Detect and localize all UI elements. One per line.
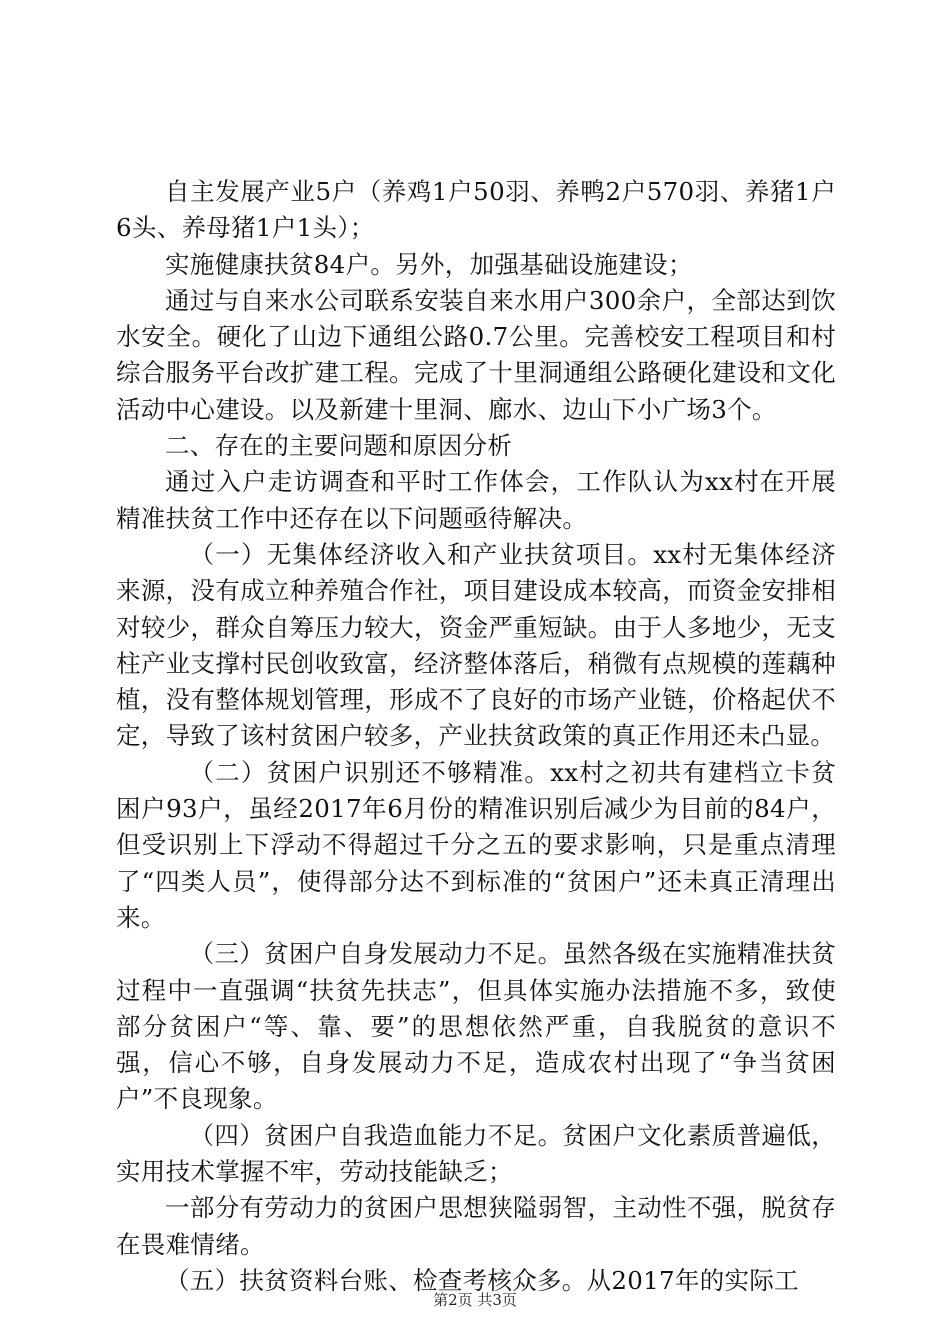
paragraph-problem-4: （四）贫困户自我造血能力不足。贫困户文化素质普遍低，实用技术掌握不牢，劳动技能缺乏； (116, 1120, 836, 1187)
paragraph-labor-mindset: 一部分有劳动力的贫困户思想狭隘弱智，主动性不强，脱贫存在畏难情绪。 (116, 1193, 836, 1259)
paragraph-problem-5: （五）扶贫资料台账、检查考核众多。从2017年的实际工 (165, 1265, 799, 1295)
paragraph-problems-intro: 通过入户走访调查和平时工作体会，工作队认为xx村在开展精准扶贫工作中还存在以下问题亟待解决。 (116, 467, 836, 533)
paragraph-health-poverty-relief: 实施健康扶贫84户。另外，加强基础设施建设； (165, 249, 693, 279)
section-heading-problems: 二、存在的主要问题和原因分析 (165, 431, 513, 461)
paragraph-infrastructure: 通过与自来水公司联系安装自来水用户300余户，全部达到饮水安全。硬化了山边下通组公路0.7公里。完善校安工程项目和村综合服务平台改扩建工程。完成了十里洞通组公路硬化建设和文化活动中心建设。以及新建十里洞、廊水、边山下小广场3个。 (116, 285, 836, 424)
document-body (116, 174, 836, 1299)
page-footer: 第2页 共3页 (433, 1291, 517, 1309)
paragraph-industry-development: 自主发展产业5户（养鸡1户50羽、养鸭2户570羽、养猪1户6头、养母猪1户1头）； (116, 177, 836, 243)
paragraph-problem-3: （三）贫困户自身发展动力不足。虽然各级在实施精准扶贫过程中一直强调“扶贫先扶志”，但具体实施办法措施不多，致使部分贫困户“等、靠、要”的思想依然严重，自我脱贫的意识不强，信心不够，自身发展动力不足，造成农村出现了“争当贫困户”不良现象。 (116, 939, 836, 1114)
paragraph-problem-2: （二）贫困户识别还不够精准。xx村之初共有建档立卡贫困户93户，虽经2017年6月份的精准识别后减少为目前的84户，但受识别上下浮动不得超过千分之五的要求影响，只是重点清理了“四类人员”，使得部分达不到标准的“贫困户”还未真正清理出来。 (116, 757, 836, 932)
paragraph-problem-1: （一）无集体经济收入和产业扶贫项目。xx村无集体经济来源，没有成立种养殖合作社，项目建设成本较高，而资金安排相对较少，群众自筹压力较大，资金严重短缺。由于人多地少，无支柱产业支撑村民创收致富，经济整体落后，稍微有点规模的莲藕种植，没有整体规划管理，形成不了良好的市场产业链，价格起伏不定，导致了该村贫困户较多，产业扶贫政策的真正作用还未凸显。 (116, 539, 836, 751)
